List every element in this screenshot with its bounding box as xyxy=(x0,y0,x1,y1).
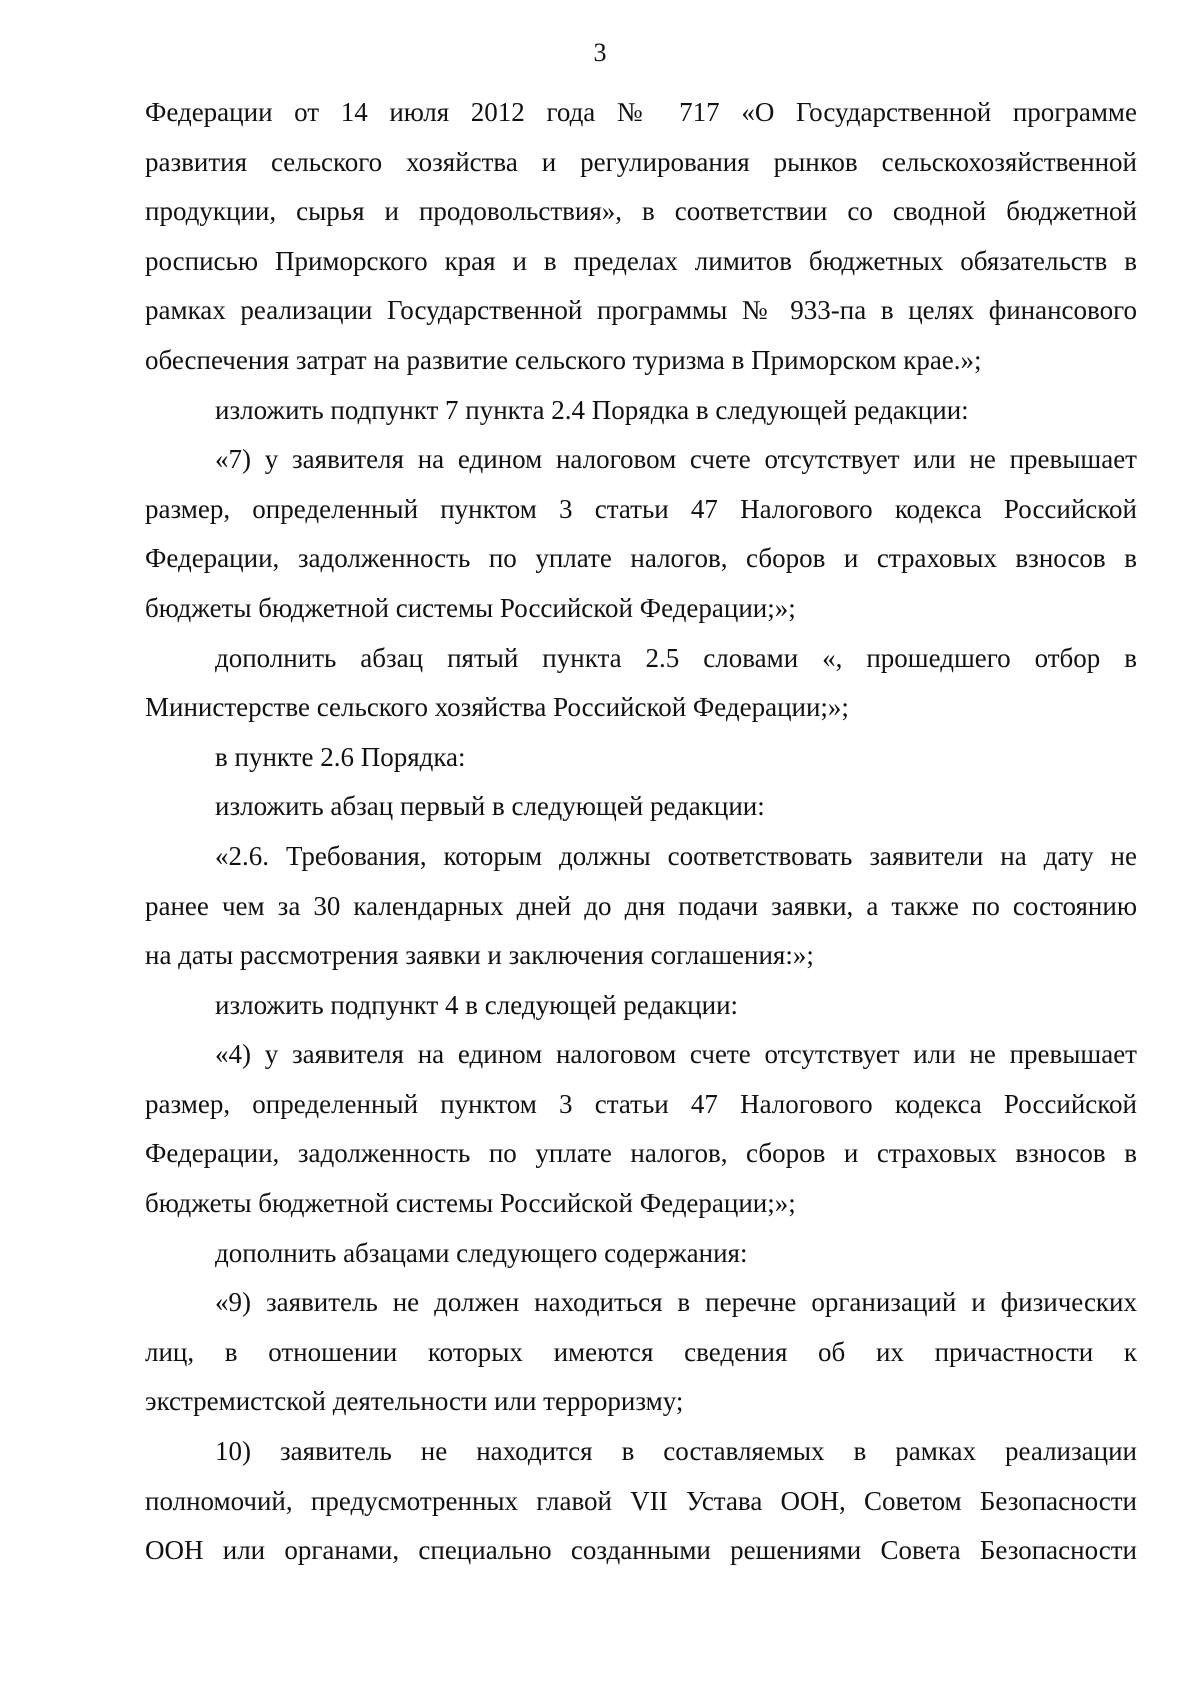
text-line: рамках реализации Государственной программы № 933-па в целях финансового xyxy=(145,295,1137,326)
text-line: изложить подпункт 7 пункта 2.4 Порядка в следующей редакции: xyxy=(215,394,969,425)
text-line: экстремистской деятельности или терроризму; xyxy=(145,1386,684,1417)
text-line: Федерации, задолженность по уплате налогов, сборов и страховых взносов в xyxy=(145,543,1137,574)
text-line: размер, определенный пунктом 3 статьи 47 Налогового кодекса Российской xyxy=(145,1088,1137,1119)
text-line: ранее чем за 30 календарных дней до дня подачи заявки, а также по состоянию xyxy=(145,890,1137,921)
text-line: продукции, сырья и продовольствия», в соответствии со сводной бюджетной xyxy=(145,196,1137,227)
text-line: росписью Приморского края и в пределах лимитов бюджетных обязательств в xyxy=(145,245,1137,276)
text-line: Министерстве сельского хозяйства Российской Федерации;»; xyxy=(145,692,849,723)
text-line: лиц, в отношении которых имеются сведения об их причастности к xyxy=(145,1336,1137,1367)
text-line: Федерации от 14 июля 2012 года № 717 «О Государственной программе xyxy=(145,97,1137,127)
text-line: «4) у заявителя на едином налоговом счете отсутствует или не превышает xyxy=(215,1039,1137,1070)
page-number: 3 xyxy=(593,38,607,67)
text-line: размер, определенный пунктом 3 статьи 47 Налогового кодекса Российской xyxy=(145,493,1137,524)
text-line: обеспечения затрат на развитие сельского туризма в Приморском крае.»; xyxy=(145,344,982,375)
text-line: на даты рассмотрения заявки и заключения соглашения:»; xyxy=(145,940,814,971)
text-line: ООН или органами, специально созданными решениями Совета Безопасности xyxy=(145,1535,1137,1566)
text-line: 10) заявитель не находится в составляемых в рамках реализации xyxy=(215,1436,1137,1467)
text-line: «7) у заявителя на едином налоговом счете отсутствует или не превышает xyxy=(215,444,1137,475)
text-line: развития сельского хозяйства и регулирования рынков сельскохозяйственной xyxy=(145,146,1137,177)
text-line: дополнить абзацами следующего содержания: xyxy=(215,1237,748,1268)
text-line: «9) заявитель не должен находиться в перечне организаций и физических xyxy=(215,1287,1137,1318)
document-body xyxy=(145,94,1137,1582)
text-line: изложить подпункт 4 в следующей редакции: xyxy=(215,989,739,1020)
text-line: полномочий, предусмотренных главой VII Устава ООН, Советом Безопасности xyxy=(145,1485,1137,1516)
text-line: изложить абзац первый в следующей редакции: xyxy=(215,791,765,822)
text-line: дополнить абзац пятый пункта 2.5 словами «, прошедшего отбор в xyxy=(215,642,1137,673)
text-line: бюджеты бюджетной системы Российской Федерации;»; xyxy=(145,1188,796,1219)
text-line: бюджеты бюджетной системы Российской Федерации;»; xyxy=(145,592,796,623)
text-line: Федерации, задолженность по уплате налогов, сборов и страховых взносов в xyxy=(145,1138,1137,1169)
text-line: «2.6. Требования, которым должны соответствовать заявители на дату не xyxy=(215,840,1137,871)
text-line: в пункте 2.6 Порядка: xyxy=(215,741,466,772)
